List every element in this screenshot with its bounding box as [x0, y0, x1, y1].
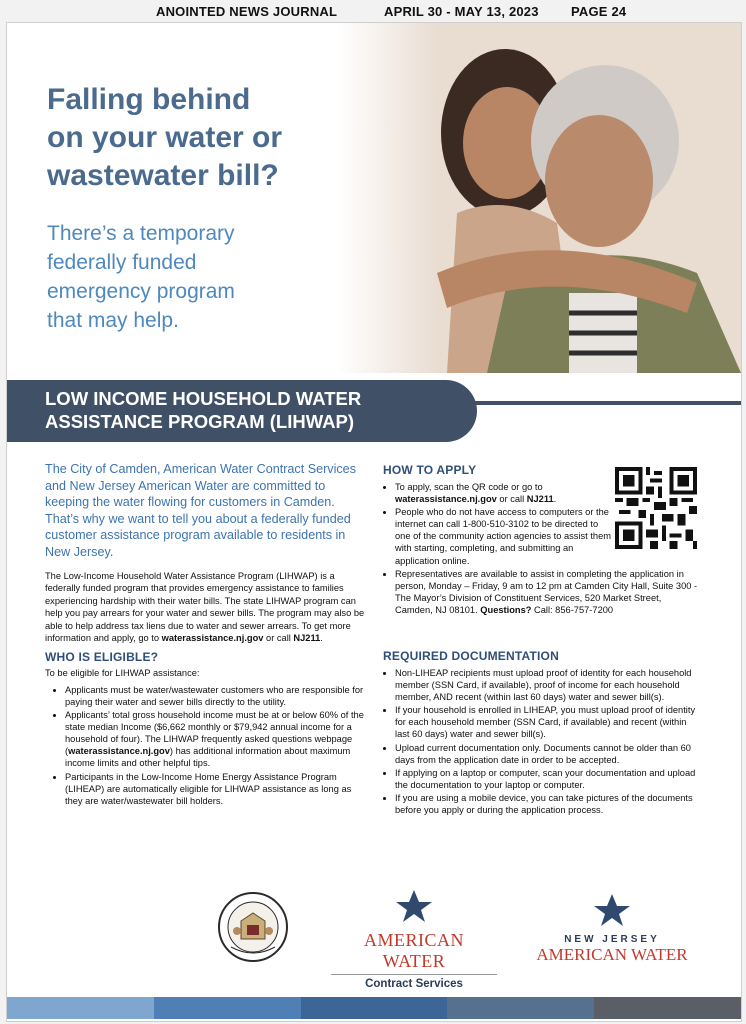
hero-subtitle-line: There’s a temporary: [47, 222, 235, 245]
nj-brand-name: AMERICAN WATER: [536, 945, 688, 964]
hero-title-line: on your water or: [47, 121, 283, 154]
item-text: or call: [496, 494, 527, 505]
hero-subtitle: [47, 219, 347, 335]
list-item: • If you are using a mobile device, you can take pictures of the documents before you apply or during the application process.: [395, 792, 701, 816]
eligibility-list: [45, 684, 367, 807]
advertisement-page: [6, 22, 742, 1022]
city-of-camden-seal-icon: [217, 891, 289, 963]
nj-brand-top: NEW JERSEY: [564, 934, 660, 945]
list-item: • People who do not have access to computers or the internet can call 1-800-510-3102 to be directed to one of the community action agencies to assist them with starting, completing, and submitting an application online.: [395, 506, 615, 566]
banner-line: LOW INCOME HOUSEHOLD WATER: [45, 388, 362, 409]
strip-segment: [7, 997, 154, 1019]
questions-label: Questions?: [480, 604, 532, 615]
item-text: ) has additional information about maximum income limits and other helpful tips.: [65, 746, 351, 769]
description-text: The Low-Income Household Water Assistance Program (LIHWAP) is a federally funded program that provides emergency assistance to families experiencing hardship with their water bills. The state LIHWAP program can help you pay arrears for your water and sewer bills. The program may also be able to help address tax liens due to water and sewer arrears. To get more information and apply, go to: [45, 571, 365, 644]
required-heading: REQUIRED DOCUMENTATION: [383, 649, 559, 663]
issue-dates: APRIL 30 - MAY 13, 2023: [384, 4, 539, 19]
item-text: Applicants’ total gross household income must be at or below 60% of the state median Income ($6,662 monthly or $79,942 annual income for a household of four). The LIHWAP frequently asked questions webpage (: [65, 710, 364, 757]
required-list: [383, 667, 701, 816]
item-text: Call: 856-757-7200: [531, 604, 614, 615]
strip-segment: [594, 997, 741, 1019]
list-item: • Participants in the Low-Income Home Energy Assistance Program (LIHEAP) are automatically eligible for LIHWAP assistance as long as they are water/wastewater bill holders.: [65, 771, 367, 807]
hero-photo: [337, 23, 741, 373]
page-number: PAGE 24: [571, 4, 627, 19]
strip-segment: [301, 997, 448, 1019]
list-item: [65, 709, 367, 769]
left-column: [45, 461, 367, 808]
list-item: • Applicants must be water/wastewater customers who are responsible for paying their water and sewer bills directly to the utility.: [65, 684, 367, 708]
description-text: .: [320, 633, 323, 644]
new-jersey-american-water-logo: [525, 893, 699, 965]
masthead: [0, 0, 746, 22]
hero-subtitle-line: that may help.: [47, 309, 179, 332]
intro-paragraph: The City of Camden, American Water Contract Services and New Jersey American Water are committed to keeping the water flowing for customers in Camden. That’s why we want to tell you about a federally funded customer assistance program available to residents in New Jersey.: [45, 462, 356, 559]
eligibility-lead: To be eligible for LIHWAP assistance:: [45, 668, 200, 679]
phone-number: NJ211: [526, 494, 554, 505]
website-link[interactable]: waterassistance.nj.gov: [395, 494, 497, 505]
hero-title: [47, 81, 367, 195]
hero-subtitle-line: emergency program: [47, 280, 235, 303]
banner-line: ASSISTANCE PROGRAM (LIHWAP): [45, 411, 355, 432]
list-item: [395, 568, 701, 616]
list-item: • Non-LIHEAP recipients must upload proof of identity for each household member (SSN Card, if available), proof of income for each household member, AND recent (within last 60 days) water and sewer bill(s).: [395, 667, 701, 703]
program-description: [45, 570, 367, 644]
eligibility-heading: WHO IS ELIGIBLE?: [45, 650, 159, 665]
strip-segment: [447, 997, 594, 1019]
phone-number: NJ211: [293, 633, 321, 644]
american-water-contract-services-logo: [331, 889, 497, 990]
required-documentation: [383, 649, 701, 817]
website-link[interactable]: waterassistance.nj.gov: [161, 633, 264, 644]
qr-code-icon[interactable]: [615, 467, 697, 549]
american-water-star-icon: [394, 889, 434, 923]
website-link[interactable]: waterassistance.nj.gov: [68, 746, 170, 757]
apply-heading: HOW TO APPLY: [383, 463, 477, 477]
list-item: • If your household is enrolled in LIHEAP, you must upload proof of identity for each household member (SSN Card, if available) and recent (within last 60 days) water and sewer bill(s).: [395, 704, 701, 740]
list-item: [395, 481, 615, 505]
american-water-star-icon: [592, 893, 632, 927]
item-text: To apply, scan the QR code or go to: [395, 482, 543, 492]
hero-title-line: wastewater bill?: [47, 159, 279, 192]
hero-subtitle-line: federally funded: [47, 251, 197, 274]
list-item: • Upload current documentation only. Documents cannot be older than 60 days from the application date in order to be accepted.: [395, 742, 701, 766]
bottom-color-strip: [7, 997, 741, 1019]
strip-segment: [154, 997, 301, 1019]
hero-section: [7, 23, 741, 373]
item-text: .: [553, 494, 557, 505]
program-banner-title: [45, 387, 465, 433]
newspaper-name: ANOINTED NEWS JOURNAL: [156, 4, 338, 19]
aw-brand-name: AMERICAN WATER: [331, 930, 497, 975]
description-text: or call: [263, 633, 294, 644]
list-item: • If applying on a laptop or computer, scan your documentation and upload the documentation to your laptop or computer.: [395, 767, 701, 791]
aw-brand-sub: Contract Services: [365, 978, 463, 990]
hero-title-line: Falling behind: [47, 83, 251, 116]
item-text: Representatives are available to assist in completing the application in person, Monday – Friday, 9 am to 12 pm at Camden City Hall, Suite 300 - The Mayor’s Division of Constituent Services, 520 Market Street, Camden, NJ 08101.: [395, 568, 698, 615]
